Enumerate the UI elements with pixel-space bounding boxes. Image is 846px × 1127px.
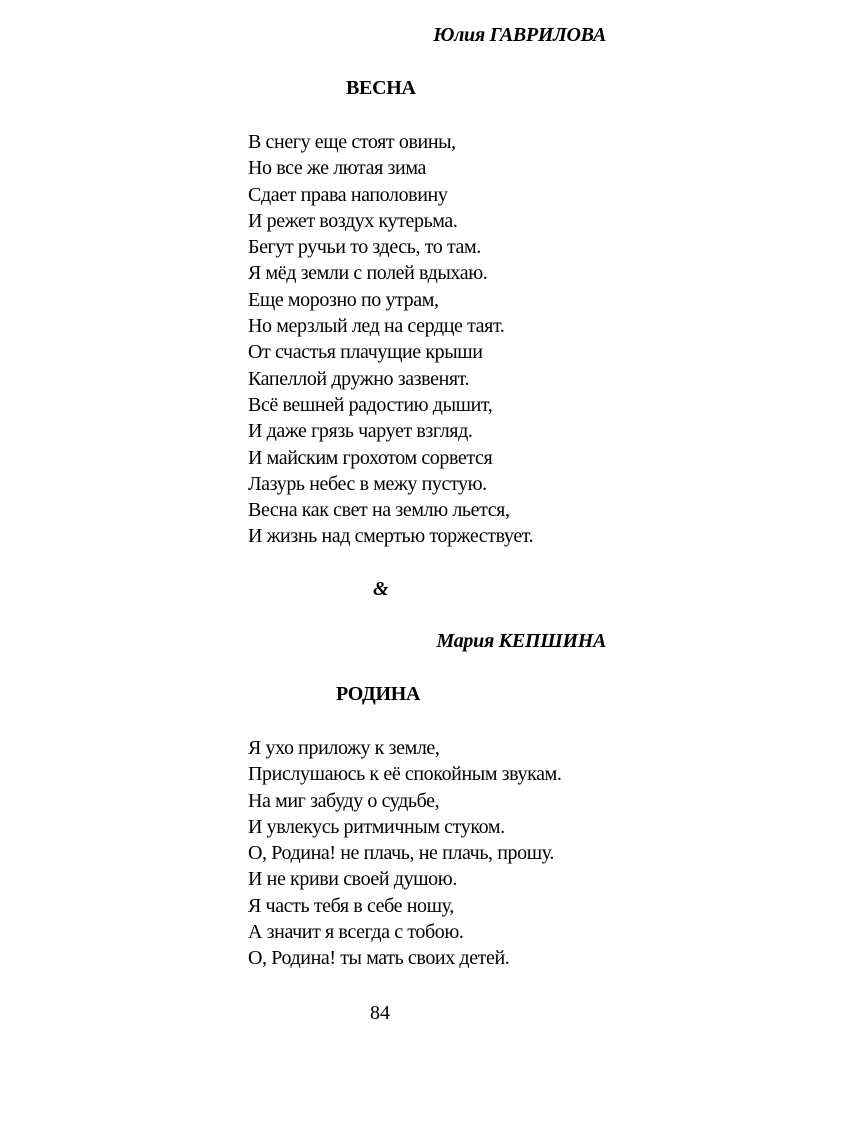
poem-line: А значит я всегда с тобою.	[248, 921, 464, 944]
poem-line: О, Родина! ты мать своих детей.	[248, 947, 510, 970]
poem-line: И жизнь над смертью торжествует.	[248, 525, 534, 548]
poem-line: О, Родина! не плачь, не плачь, прошу.	[248, 842, 554, 865]
poem-line: Весна как свет на землю льется,	[248, 499, 510, 522]
poem-line: И даже грязь чарует взгляд.	[248, 420, 473, 443]
poem-line: В снегу еще стоят овины,	[248, 131, 456, 153]
poem-title: ВЕСНА	[346, 77, 416, 99]
poem-line: Лазурь небес в межу пустую.	[248, 472, 487, 495]
poem-line: И режет воздух кутерьма.	[248, 209, 458, 232]
poem-line: Прислушаюсь к её спокойным звукам.	[248, 763, 562, 786]
poem-line: Я мёд земли с полей вдыхаю.	[248, 262, 488, 285]
poem-text	[248, 735, 561, 972]
poem-line: Всё вешней радостию дышит,	[248, 393, 493, 416]
poem-line: И майским грохотом сорвется	[248, 446, 493, 469]
poem-separator: &	[373, 578, 389, 600]
page-number: 84	[370, 1002, 390, 1024]
poem-line: Сдает права наполовину	[248, 183, 448, 206]
author-name: Мария КЕПШИНА	[436, 630, 606, 652]
poem-title: РОДИНА	[336, 683, 421, 705]
poem-line: Еще морозно по утрам,	[248, 288, 439, 311]
poem-line: Бегут ручьи то здесь, то там.	[248, 236, 481, 259]
poem-line: И увлекусь ритмичным стуком.	[248, 815, 505, 838]
poem-line: Капеллой дружно зазвенят.	[248, 367, 470, 390]
poem-line: На миг забуду о судьбе,	[248, 789, 440, 812]
poem-line: Но все же лютая зима	[248, 157, 426, 180]
author-name: Юлия ГАВРИЛОВА	[433, 24, 606, 46]
poem-line: Но мерзлый лед на сердце таят.	[248, 315, 505, 338]
poem-line: От счастья плачущие крыши	[248, 341, 483, 364]
poem-line: Я ухо приложу к земле,	[248, 737, 440, 759]
poem-line: Я часть тебя в себе ношу,	[248, 894, 454, 917]
poem-line: И не криви своей душою.	[248, 868, 457, 891]
poem-text	[248, 129, 533, 550]
